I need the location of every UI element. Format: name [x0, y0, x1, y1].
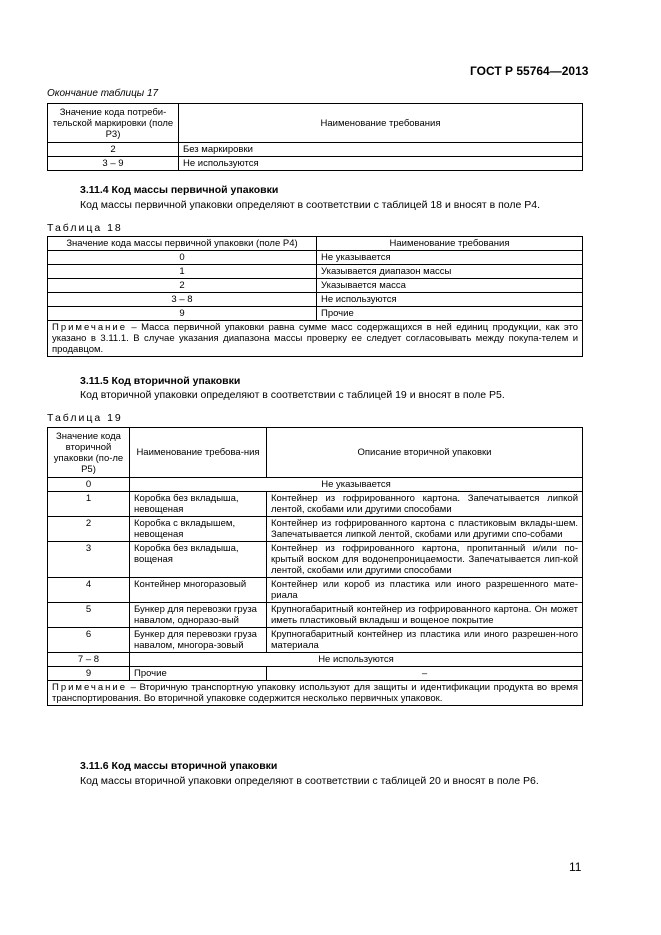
table-cell: 3 [48, 542, 130, 578]
table-row [48, 603, 583, 628]
table-cell: 5 [48, 603, 130, 628]
column-header: Наименование требования [179, 104, 583, 143]
table-cell: 1 [48, 492, 130, 517]
table-cell: Не указывается [130, 478, 583, 492]
table-cell: Коробка без вкладыша, вощеная [130, 542, 267, 578]
table-cell: 3 – 8 [48, 293, 317, 307]
table-header-row [48, 237, 583, 251]
table-note-row [48, 321, 583, 357]
table-cell: 3 – 9 [48, 157, 179, 171]
column-header: Описание вторичной упаковки [267, 428, 583, 478]
table-cell: Не используются [317, 293, 583, 307]
table-note-row [48, 681, 583, 706]
table-cell: Контейнер из гофрированного картона. Запечатывается липкой лентой, скобами или другими способами [267, 492, 583, 517]
table-17-caption: Окончание таблицы 17 [47, 88, 159, 99]
column-header: Значение кода потреби-тельской маркировки (поле Р3) [48, 104, 179, 143]
table-cell: 0 [48, 251, 317, 265]
table-cell: Коробка без вкладыша, невощеная [130, 492, 267, 517]
section-heading: 3.11.6 Код массы вторичной упаковки [80, 760, 278, 772]
table-cell: Контейнер из гофрированного картона с пластиковым вклады-шем. Запечатывается липкой лентой, скобами или другими спо-собами [267, 517, 583, 542]
table-18 [47, 236, 583, 357]
page-number: 11 [569, 860, 582, 874]
table-note [48, 321, 583, 357]
table-cell: Контейнер многоразовый [130, 578, 267, 603]
table-row [48, 492, 583, 517]
column-header: Наименование требова-ния [130, 428, 267, 478]
table-cell: 0 [48, 478, 130, 492]
table-cell: 2 [48, 143, 179, 157]
table-cell: 2 [48, 517, 130, 542]
table-cell: 7 – 8 [48, 653, 130, 667]
table-cell: Бункер для перевозки груза навалом, многора-зовый [130, 628, 267, 653]
note-text: – Вторичную транспортную упаковку используют для защиты и идентификации продукта во время транспортирования. Во вторичной упаковке содержится несколько первичных упаковок. [52, 682, 578, 704]
table-row [48, 628, 583, 653]
table-row [48, 143, 583, 157]
table-cell: 2 [48, 279, 317, 293]
table-cell: Контейнер или короб из пластика или иного разрешенного мате-риала [267, 578, 583, 603]
table-cell: 6 [48, 628, 130, 653]
table-cell: 1 [48, 265, 317, 279]
paragraph: Код массы вторичной упаковки определяют в соответствии с таблицей 20 и вносят в поле Р6. [80, 775, 539, 787]
section-heading: 3.11.4 Код массы первичной упаковки [80, 184, 279, 196]
column-header: Наименование требования [317, 237, 583, 251]
table-cell: Прочие [130, 667, 267, 681]
table-row [48, 307, 583, 321]
table-row [48, 251, 583, 265]
column-header: Значение кода массы первичной упаковки (поле Р4) [48, 237, 317, 251]
table-19-caption: Таблица 19 [47, 412, 123, 424]
table-row [48, 667, 583, 681]
note-text: – Масса первичной упаковки равна сумме масс содержащихся в ней единиц продукции, как это указано в 3.11.1. В случае указания диапазона массы проверку ее следует согласовывать между покупа-телем и продавцом. [52, 322, 578, 355]
table-cell: Контейнер из гофрированного картона, пропитанный и/или по-крытый воском для водонепроницаемости. Запечатывается лип-кой лентой, скобами или другими способами [267, 542, 583, 578]
table-cell: Прочие [317, 307, 583, 321]
table-row [48, 517, 583, 542]
standard-number: ГОСТ Р 55764—2013 [470, 64, 589, 78]
column-header: Значение кода вторичной упаковки (по-ле Р5) [48, 428, 130, 478]
table-row [48, 157, 583, 171]
table-row [48, 265, 583, 279]
paragraph: Код вторичной упаковки определяют в соответствии с таблицей 19 и вносят в поле Р5. [80, 389, 505, 401]
table-cell: – [267, 667, 583, 681]
table-19 [47, 427, 583, 706]
table-cell: Не указывается [317, 251, 583, 265]
table-row [48, 293, 583, 307]
table-cell: Не используются [130, 653, 583, 667]
table-row [48, 653, 583, 667]
table-cell: Не используются [179, 157, 583, 171]
table-18-caption: Таблица 18 [47, 222, 123, 234]
table-row [48, 542, 583, 578]
table-header-row [48, 104, 583, 143]
section-heading: 3.11.5 Код вторичной упаковки [80, 375, 241, 387]
table-row [48, 279, 583, 293]
table-row [48, 578, 583, 603]
note-label: Примечание [52, 682, 127, 693]
table-note [48, 681, 583, 706]
table-cell: Коробка с вкладышем, невощеная [130, 517, 267, 542]
table-cell: Указывается масса [317, 279, 583, 293]
table-cell: Крупногабаритный контейнер из гофрированного картона. Он может иметь пластиковый вкладыш и вощеное покрытие [267, 603, 583, 628]
table-17 [47, 103, 583, 171]
table-cell: 9 [48, 307, 317, 321]
paragraph: Код массы первичной упаковки определяют в соответствии с таблицей 18 и вносят в поле Р4. [80, 199, 541, 211]
table-cell: Указывается диапазон массы [317, 265, 583, 279]
table-row [48, 478, 583, 492]
table-cell: Без маркировки [179, 143, 583, 157]
table-header-row [48, 428, 583, 478]
table-cell: Крупногабаритный контейнер из пластика или иного разрешен-ного материала [267, 628, 583, 653]
table-cell: Бункер для перевозки груза навалом, одноразо-вый [130, 603, 267, 628]
table-cell: 9 [48, 667, 130, 681]
note-label: Примечание [52, 322, 127, 333]
table-cell: 4 [48, 578, 130, 603]
